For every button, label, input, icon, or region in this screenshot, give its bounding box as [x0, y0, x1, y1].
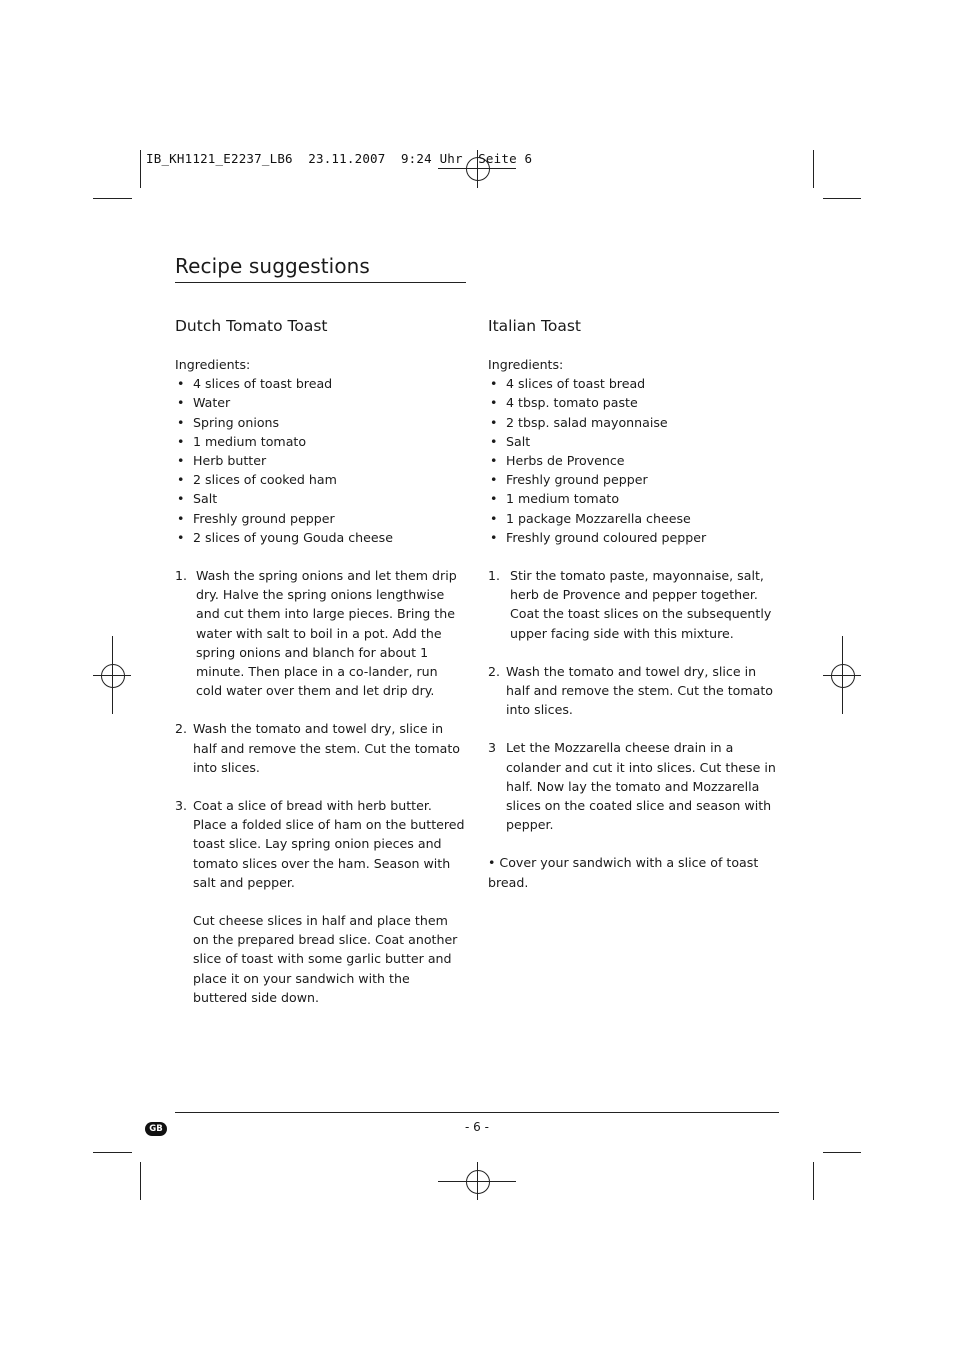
page-number: - 6 -: [465, 1120, 489, 1134]
instruction-step: [488, 566, 780, 643]
ingredient-item: • Herbs de Provence: [488, 451, 780, 470]
step-text: Let the Mozzarella cheese drain in a colander and cut it into slices. Cut these in half. Now lay the tomato and Mozzarella slices on the coated slice and season with pepper.: [506, 740, 776, 833]
instruction-step: [175, 911, 467, 1007]
crop-mark: [140, 150, 141, 188]
ingredients-list: [488, 374, 780, 547]
recipe-heading: Italian Toast: [488, 317, 581, 335]
step-text: Coat a slice of bread with herb butter. Place a folded slice of ham on the buttered toast slice. Lay spring onion pieces and tomato slices over the ham. Season with salt and pepper.: [193, 798, 465, 890]
recipe-heading: Dutch Tomato Toast: [175, 317, 328, 335]
step-number: 1.: [175, 568, 188, 584]
ingredient-item: • Salt: [175, 489, 467, 508]
registration-circle: [831, 664, 855, 688]
step-text: Wash the tomato and towel dry, slice in half and remove the stem. Cut the tomato into slices.: [193, 721, 461, 775]
ingredients-list: [175, 374, 467, 547]
ingredient-item: • 2 tbsp. salad mayonnaise: [488, 413, 780, 432]
page-title: Recipe suggestions: [175, 254, 370, 278]
ingredient-item: • 2 slices of young Gouda cheese: [175, 528, 467, 547]
registration-circle: [101, 664, 125, 688]
ingredients-label: Ingredients:: [488, 357, 564, 372]
ingredient-item: • 1 package Mozzarella cheese: [488, 509, 780, 528]
crop-mark: [93, 198, 132, 199]
recipe-italian-toast: [488, 315, 780, 892]
crop-mark: [813, 1162, 814, 1200]
serving-note: • Cover your sandwich with a slice of toast bread.: [488, 855, 759, 890]
ingredient-item: • Freshly ground coloured pepper: [488, 528, 780, 547]
ingredient-item: • Herb butter: [175, 451, 467, 470]
step-number: 3: [488, 740, 497, 756]
print-slug-line: IB_KH1121_E2237_LB6 23.11.2007 9:24 Uhr Seite 6: [146, 151, 533, 166]
crop-mark: [823, 198, 861, 199]
step-text: Stir the tomato paste, mayonnaise, salt, herb de Provence and pepper together. Coat the toast slices on the subsequently upper facing side with this mixture.: [510, 568, 772, 641]
instruction-step: [488, 738, 780, 834]
instruction-step: [175, 796, 467, 892]
ingredient-item: • 4 tbsp. tomato paste: [488, 393, 780, 412]
ingredient-item: • Freshly ground pepper: [488, 470, 780, 489]
crop-mark: [93, 1152, 132, 1153]
crop-mark: [823, 1152, 861, 1153]
ingredient-item: • 1 medium tomato: [488, 489, 780, 508]
instruction-step: [175, 566, 467, 700]
recipe-dutch-tomato-toast: [175, 315, 467, 1007]
instruction-step: [175, 719, 467, 777]
crop-mark: [813, 150, 814, 188]
ingredient-item: • 1 medium tomato: [175, 432, 467, 451]
ingredient-item: • Salt: [488, 432, 780, 451]
step-number: 3.: [175, 798, 188, 814]
ingredient-item: • 2 slices of cooked ham: [175, 470, 467, 489]
crop-mark: [140, 1162, 141, 1200]
registration-circle: [466, 1170, 490, 1194]
instruction-step: [488, 662, 780, 720]
step-text: Wash the tomato and towel dry, slice in half and remove the stem. Cut the tomato into slices.: [506, 663, 774, 718]
title-underline: [175, 282, 466, 283]
footer-rule: [175, 1112, 779, 1113]
step-text: Wash the spring onions and let them drip dry. Halve the spring onions lengthwise and cut them into large pieces. Bring the water with salt to boil in a pot. Add the spring onions and blanch for about 1 minute. Then place in a co-lander, run cold water over them and let drip dry.: [196, 568, 457, 699]
ingredient-item: • Freshly ground pepper: [175, 509, 467, 528]
ingredient-item: • 4 slices of toast bread: [175, 374, 467, 393]
step-text: Cut cheese slices in half and place them on the prepared bread slice. Coat another slice of toast with some garlic butter and place it on your sandwich with the buttered side down.: [193, 913, 458, 1005]
step-number: 2.: [175, 721, 188, 737]
ingredient-item: • Water: [175, 393, 467, 412]
ingredient-item: • 4 slices of toast bread: [488, 374, 780, 393]
ingredients-label: Ingredients:: [175, 357, 251, 372]
ingredient-item: • Spring onions: [175, 413, 467, 432]
step-number: 2.: [488, 663, 501, 679]
step-number: 1.: [488, 568, 501, 584]
language-badge: GB: [145, 1122, 167, 1136]
